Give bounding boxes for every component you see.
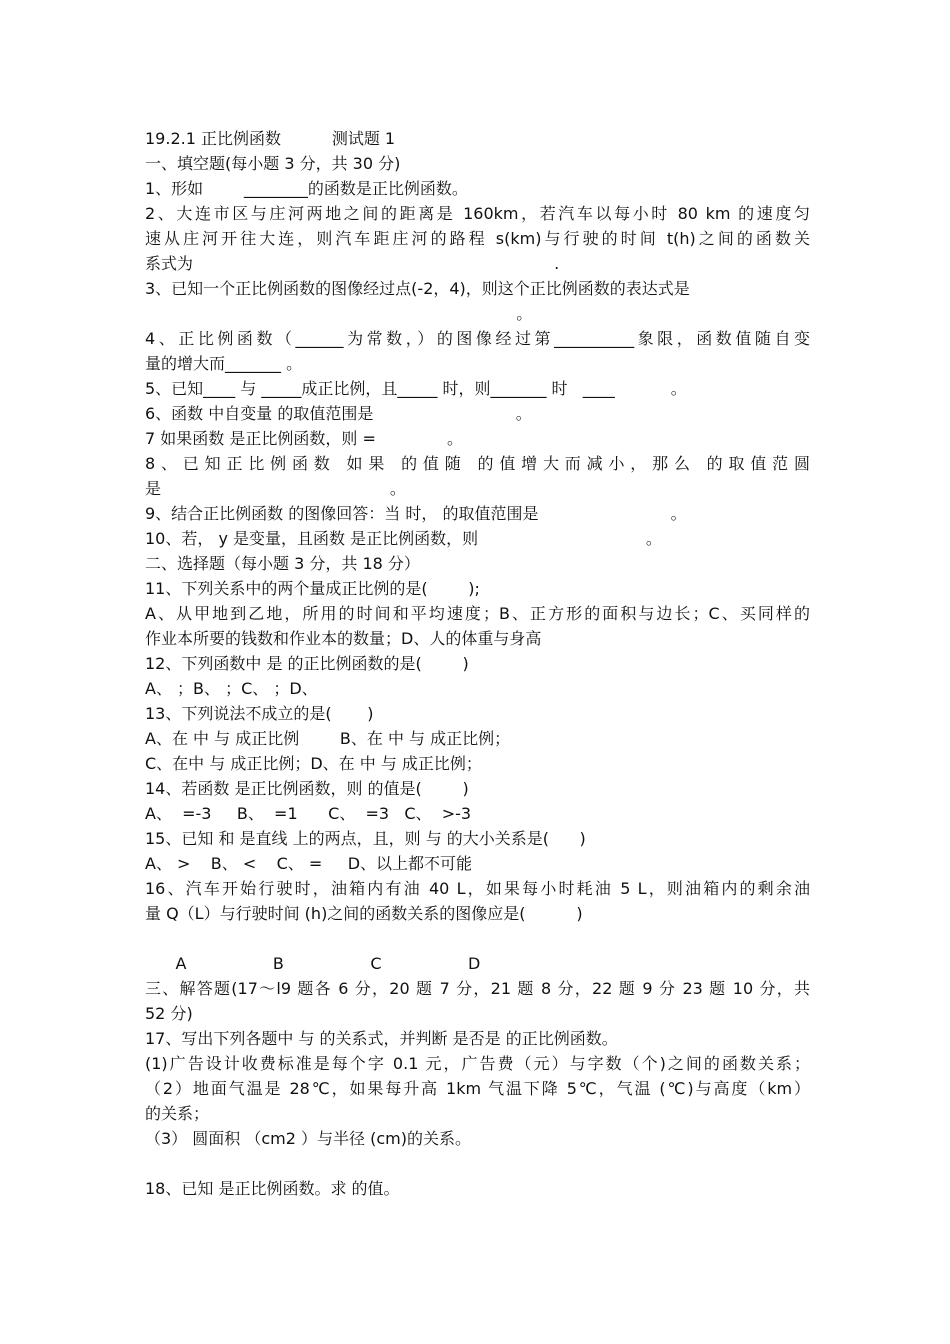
question-8-line-2: 是 。	[145, 479, 406, 498]
question-4-line-2: 量的增大而_______ 。	[145, 354, 303, 373]
question-13-options-line-1: A、在 中 与 成正比例 B、在 中 与 成正比例；	[145, 729, 511, 748]
question-11-options-line-2: 作业本所要的钱数和作业本的数量；D、人的体重与身高	[145, 629, 542, 648]
graph-space	[145, 926, 810, 951]
question-5: 5、已知____ 与 _____成正比例，且_____ 时，则_______ 时 ____ 。	[145, 379, 687, 398]
question-10: 10、若， y 是变量，且函数 是正比例函数，则 。	[145, 529, 662, 548]
question-16-graph-labels: A B C D	[145, 954, 481, 973]
question-8-line-1: 8、已知正比例函数 如果 的值随 的值增大而减小，那么 的取值范圆	[145, 454, 810, 473]
question-4-line-1: 4、正比例函数（______为常数，）的图像经过第__________象限，函数值随自变	[145, 329, 810, 348]
question-15: 15、已知 和 是直线 上的两点，且，则 与 的大小关系是( )	[145, 829, 586, 848]
question-9: 9、结合正比例函数 的图像回答：当 时， 的取值范围是 。	[145, 504, 687, 523]
question-16-line-1: 16、汽车开始行驶时，油箱内有油 40 L，如果每小时耗油 5 L，则油箱内的剩余油	[145, 879, 810, 898]
question-11-options-line-1: A、从甲地到乙地，所用的时间和平均速度；B、正方形的面积与边长；C、买同样的	[145, 604, 810, 623]
question-16-line-2: 量 Q（L）与行驶时间 (h)之间的函数关系的图像应是( )	[145, 904, 583, 923]
section-1-heading: 一、填空题(每小题 3 分，共 30 分)	[145, 154, 401, 173]
doc-title: 19.2.1 正比例函数 测试题 1	[145, 129, 396, 148]
question-15-options: A、 > B、 < C、 = D、以上都不可能	[145, 854, 473, 873]
question-1: 1、形如 ________的函数是正比例函数。	[145, 179, 468, 198]
question-14-options: A、 =-3 B、 =1 C、 =3 C、 >-3	[145, 804, 472, 823]
question-17: 17、写出下列各题中 与 的关系式，并判断 是否是 的正比例函数。	[145, 1029, 618, 1048]
question-7: 7 如果函数 是正比例函数，则 = 。	[145, 429, 464, 448]
question-13-options-line-2: C、在中 与 成正比例；D、在 中 与 成正比例；	[145, 754, 482, 773]
question-3-line-1: 3、已知一个正比例函数的图像经过点(-2，4)，则这个正比例函数的表达式是	[145, 279, 690, 298]
section-2-heading: 二、选择题（每小题 3 分，共 18 分）	[145, 554, 420, 573]
question-13: 13、下列说法不成立的是( )	[145, 704, 374, 723]
question-6: 6、函数 中自变量 的取值范围是 。	[145, 404, 532, 423]
section-3-heading-line-2: 52 分)	[145, 1004, 193, 1023]
question-12: 12、下列函数中 是 的正比例函数的是( )	[145, 654, 469, 673]
question-12-options: A、 ；B、 ；C、 ；D、	[145, 679, 318, 698]
question-17-part-1: (1)广告设计收费标准是每个字 0.1 元，广告费（元）与字数（个)之间的函数关系；	[145, 1054, 810, 1073]
question-17-part-2-line-2: 的关系；	[145, 1104, 210, 1123]
question-2-line-2: 速从庄河开往大连，则汽车距庄河的路程 s(km)与行驶的时间 t(h)之间的函数关	[145, 229, 810, 248]
question-2-line-1: 2、大连市区与庄河两地之间的距离是 160km，若汽车以每小时 80 km 的速度匀	[145, 204, 810, 223]
question-3-line-2: 。	[145, 304, 533, 323]
question-11: 11、下列关系中的两个量成正比例的是( );	[145, 579, 480, 598]
section-3-heading-line-1: 三、解答题(17～l9 题各 6 分，20 题 7 分，21 题 8 分，22 题 9 分 23 题 10 分，共	[145, 979, 810, 998]
question-18: 18、已知 是正比例函数。求 的值。	[145, 1179, 400, 1198]
question-14: 14、若函数 是正比例函数，则 的值是( )	[145, 779, 469, 798]
answer-space	[145, 1151, 810, 1176]
question-17-part-3: （3） 圆面积 （cm2 ）与半径 (cm)的关系。	[145, 1129, 471, 1148]
question-2-line-3: 系式为 .	[145, 254, 560, 273]
question-17-part-2-line-1: （2）地面气温是 28℃，如果每升高 1km 气温下降 5℃，气温 (℃)与高度（km）	[145, 1079, 810, 1098]
document-page	[145, 126, 810, 1201]
